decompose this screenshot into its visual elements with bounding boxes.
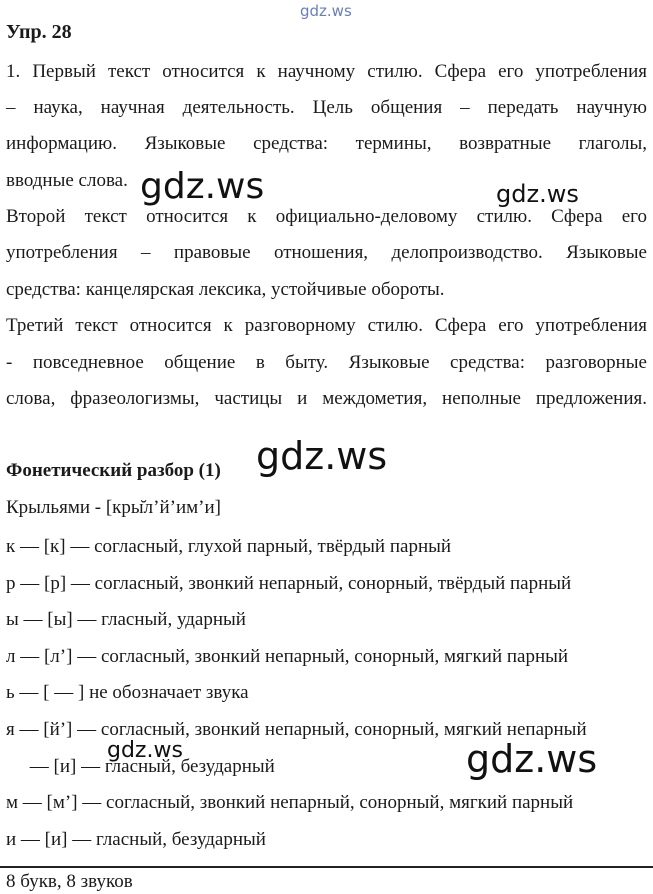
paragraph-3-line-3: слова, фразеологизмы, частицы и междометия, неполные предложения. <box>6 388 647 409</box>
paragraph-1-line-3: информацию. Языковые средства: термины, возвратные глаголы, <box>6 133 647 154</box>
phonetic-row: я — [й’] — согласный, звонкий непарный, сонорный, мягкий непарный <box>6 719 587 740</box>
phonetic-row: и — [и] — гласный, безударный <box>6 829 266 850</box>
watermark-1: gdz.ws <box>140 166 265 207</box>
paragraph-3-line-2: - повседневное общение в быту. Языковые средства: разговорные <box>6 352 647 373</box>
phonetic-word: Крыльями - [кры̆л’й’им’и] <box>6 497 221 518</box>
phonetic-row: л — [л’] — согласный, звонкий непарный, сонорный, мягкий парный <box>6 646 569 667</box>
phonetic-row: ы — [ы] — гласный, ударный <box>6 609 246 630</box>
paragraph-2-line-1: Второй текст относится к официально-деловому стилю. Сфера его <box>6 206 647 227</box>
paragraph-3-line-1: Третий текст относится к разговорному стилю. Сфера его употребления <box>6 315 647 336</box>
paragraph-2-line-3: средства: канцелярская лексика, устойчивые обороты. <box>6 279 445 300</box>
divider <box>0 866 653 868</box>
watermark-5: gdz.ws <box>466 737 598 781</box>
watermark-4: gdz.ws <box>107 738 183 763</box>
paragraph-1-line-2: – наука, научная деятельность. Цель общения – передать научную <box>6 97 647 118</box>
phonetic-row: ь — [ — ] не обозначает звука <box>6 682 249 703</box>
phonetic-row: к — [к] — согласный, глухой парный, твёрдый парный <box>6 536 452 557</box>
phonetic-row: р — [р] — согласный, звонкий непарный, сонорный, твёрдый парный <box>6 573 572 594</box>
paragraph-2-line-2: употребления – правовые отношения, делопроизводство. Языковые <box>6 242 647 263</box>
paragraph-1-line-1: 1. Первый текст относится к научному стилю. Сфера его употребления <box>6 61 647 82</box>
paragraph-1-line-4: вводные слова. <box>6 170 128 191</box>
phonetic-heading: Фонетический разбор (1) <box>6 460 221 481</box>
phonetic-summary: 8 букв, 8 звуков <box>6 871 133 892</box>
watermark-3: gdz.ws <box>256 434 388 478</box>
watermark-top: gdz.ws <box>300 2 352 20</box>
phonetic-row: — [и] — гласный, безударный <box>6 756 275 777</box>
exercise-title: Упр. 28 <box>6 21 72 43</box>
phonetic-row: м — [м’] — согласный, звонкий непарный, сонорный, мягкий парный <box>6 792 574 813</box>
watermark-2: gdz.ws <box>496 180 579 208</box>
